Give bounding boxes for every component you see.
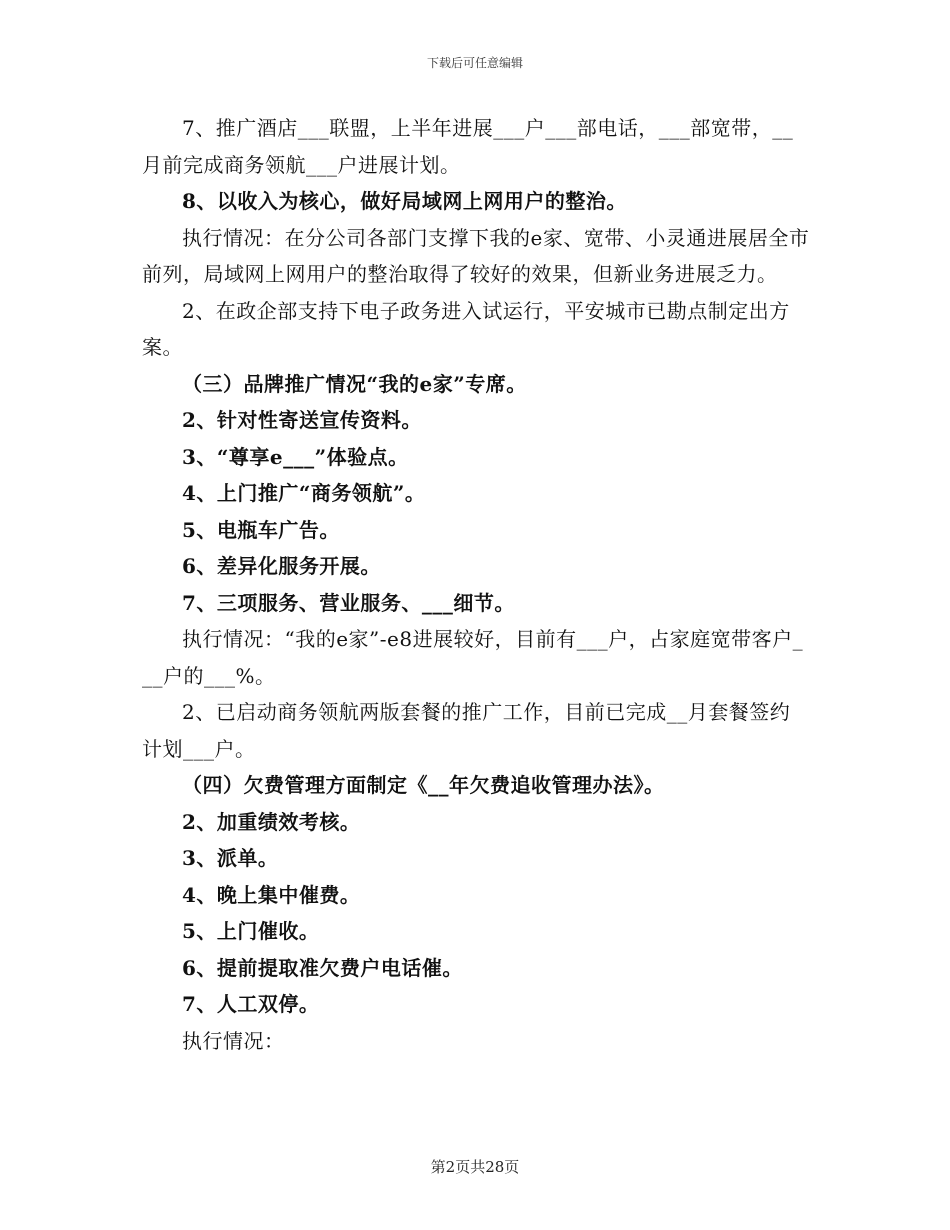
paragraph: 执行情况：在分公司各部门支撑下我的e家、宽带、小灵通进展居全市前列，局域网上网用户的整治取得了较好的效果，但新业务进展乏力。	[142, 225, 810, 286]
list-item: 4、晚上集中催费。	[182, 882, 361, 907]
section-heading: （四）欠费管理方面制定《__年欠费追收管理办法》。	[182, 773, 665, 797]
list-item: 5、电瓶车广告。	[182, 517, 340, 542]
paragraph: 执行情况：“我的e家”-e8进展较好，目前有___户，占家庭宽带客户___户的___%。	[142, 627, 804, 688]
list-item: 6、差异化服务开展。	[182, 554, 381, 578]
paragraph: 8、以收入为核心，做好局域网上网用户的整治。	[182, 189, 627, 213]
document-body	[142, 110, 810, 1059]
section-heading: （三）品牌推广情况“我的e家”专席。	[182, 371, 527, 396]
page-header: 下载后可任意编辑	[426, 56, 523, 70]
list-item: 2、加重绩效考核。	[182, 809, 361, 834]
list-item: 6、提前提取准欠费户电话催。	[182, 955, 463, 980]
page-footer: 第2页共28页	[430, 1158, 520, 1176]
list-item: 3、派单。	[182, 846, 279, 870]
paragraph: 执行情况：	[182, 1028, 285, 1053]
paragraph: 2、在政企部支持下电子政务进入试运行，平安城市已勘点制定出方案。	[142, 298, 790, 359]
list-item: 7、三项服务、营业服务、___细节。	[182, 590, 515, 615]
list-item: 5、上门催收。	[182, 919, 320, 943]
list-item: 2、针对性寄送宣传资料。	[182, 408, 422, 432]
list-item: 3、“尊享e___”体验点。	[182, 444, 409, 469]
paragraph: 7、推广酒店___联盟，上半年进展___户___部电话，___部宽带，__月前完成商务领航___户进展计划。	[142, 116, 794, 177]
list-item: 7、人工双停。	[182, 992, 320, 1016]
list-item: 4、上门推广“商务领航”。	[182, 481, 426, 505]
paragraph: 2、已启动商务领航两版套餐的推广工作，目前已完成__月套餐签约计划___户。	[142, 700, 791, 761]
